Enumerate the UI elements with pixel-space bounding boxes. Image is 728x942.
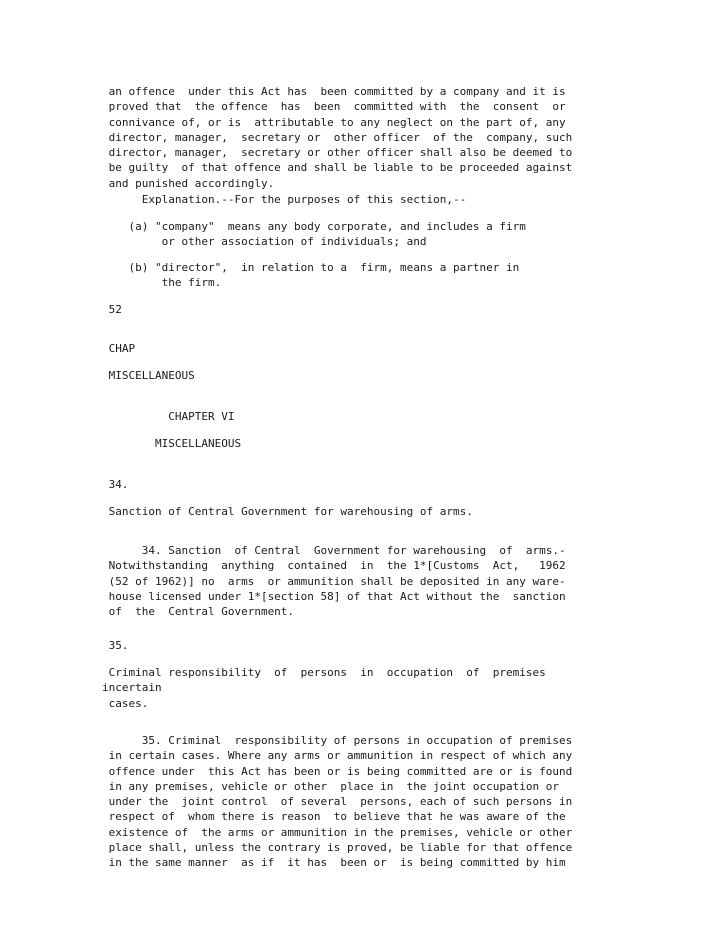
section-35-title: Criminal responsibility of persons in occupation of premises incertain cases. — [102, 666, 546, 710]
explanation-heading: Explanation.--For the purposes of this section,-- — [102, 193, 467, 206]
section-34-body: 34. Sanction of Central Government for warehousing of arms.- Notwithstanding anything contained in the 1*[Customs Act, 1962 (52 of 1962)] no arms or ammunition shall be deposited in any ware- house licensed under 1*[section 58] of that Act without the sanction of the Central Government. — [108, 544, 566, 619]
explanation-item-a: (a) "company" means any body corporate, and includes a firm or other association of individuals; and — [128, 220, 526, 249]
section-34-title: Sanction of Central Government for warehousing of arms. — [102, 505, 473, 518]
section-35-body: 35. Criminal responsibility of persons in occupation of premises in certain cases. Where any arms or ammunition in respect of which any offence under this Act has been or is being committed are or is found in any premises, vehicle or other place in the joint occupation or under the joint control of several persons, each of such persons in respect of whom there is reason to believe that he was aware of the existence of the arms or ammunition in the premises, vehicle or other place shall, unless the contrary is proved, be liable for that offence in the same manner as if it has been or is being committed by him — [108, 734, 573, 870]
chapter-heading: CHAPTER VI — [102, 410, 235, 423]
chapter-title: MISCELLANEOUS — [102, 437, 242, 450]
paragraph-liability-company: an offence under this Act has been committed by a company and it is proved that the offence has been committed with the consent or connivance of, or is attributable to any neglect on the part of, any director, manager, secretary or other officer of the company, such director, manager, secretary or other officer shall also be deemed to be guilty of that offence and shall be liable to be proceeded against and punished accordingly. — [108, 85, 573, 190]
explanation-item-b: (b) "director", in relation to a firm, means a partner in the firm. — [128, 261, 520, 290]
section-34-number: 34. — [102, 478, 129, 491]
chap-label: CHAP — [102, 342, 136, 355]
section-35-number: 35. — [102, 639, 129, 652]
miscellaneous-label: MISCELLANEOUS — [102, 369, 195, 382]
page-number: 52 — [102, 303, 122, 316]
